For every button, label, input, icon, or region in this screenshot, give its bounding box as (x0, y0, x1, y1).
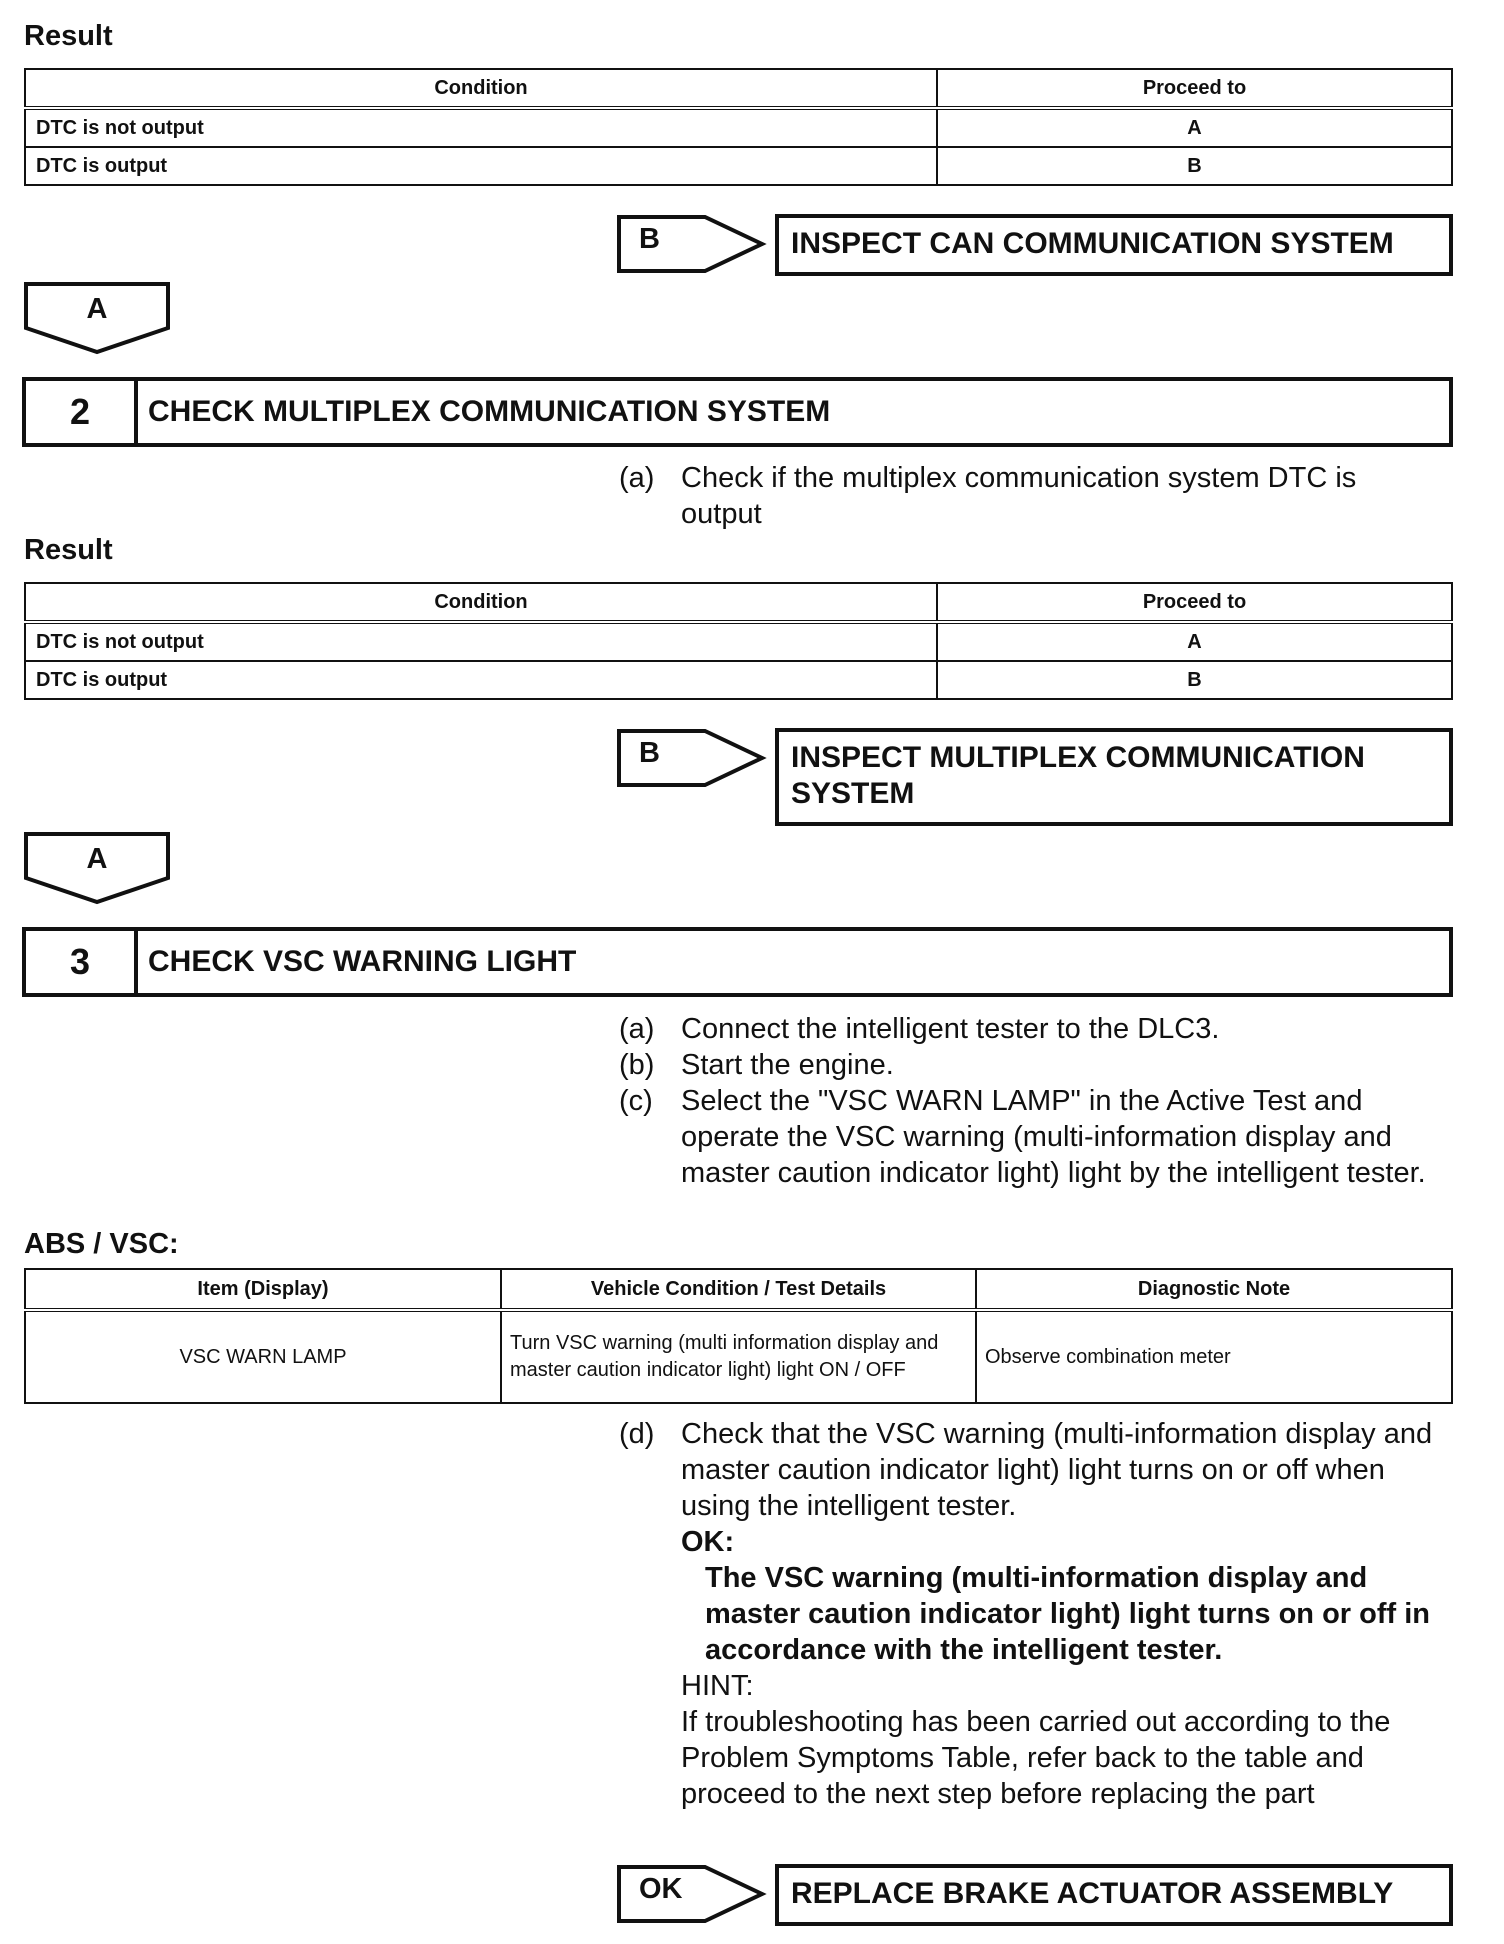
step-2-item-a (619, 460, 1439, 532)
abs-vsc-label: ABS / VSC: (24, 1228, 179, 1260)
item-text: Start the engine. (681, 1049, 894, 1081)
table-row (25, 661, 1452, 699)
step-2-header (22, 377, 1453, 447)
branch-label: B (639, 223, 660, 255)
details-cell: Turn VSC warning (multi information display and master caution indicator light) light ON / OFF (501, 1310, 976, 1403)
branch-target-text: INSPECT MULTIPLEX COMMUNICATION SYSTEM (791, 741, 1365, 810)
item-marker: (d) (619, 1418, 655, 1450)
ok-criteria: The VSC warning (multi-information display and master caution indicator light) light turns on or off in accordance with the intelligent tester. (705, 1562, 1430, 1666)
branch-target-text: REPLACE BRAKE ACTUATOR ASSEMBLY (791, 1877, 1394, 1910)
col-diagnostic-note: Diagnostic Note (976, 1269, 1452, 1310)
branch-label: OK (639, 1873, 683, 1905)
proceed-cell: B (937, 661, 1452, 699)
table-row (25, 108, 1452, 147)
condition-cell: DTC is output (25, 147, 937, 185)
step-3-item-b (619, 1047, 1439, 1083)
item-marker: (a) (619, 1013, 655, 1045)
branch-target-box (775, 1864, 1453, 1926)
result-table-2 (24, 582, 1453, 700)
result-table-1 (24, 68, 1453, 186)
step-3-item-d (619, 1416, 1439, 1816)
table-row (25, 147, 1452, 185)
item-marker: (b) (619, 1049, 655, 1081)
proceed-cell: A (937, 108, 1452, 147)
branch-target-box (775, 728, 1453, 826)
table-row (25, 1310, 1452, 1403)
branch-target-box (775, 214, 1453, 276)
proceed-cell: A (937, 622, 1452, 661)
item-marker: (c) (619, 1085, 653, 1117)
step-3-header (22, 927, 1453, 997)
item-cell: VSC WARN LAMP (25, 1310, 501, 1403)
condition-cell: DTC is not output (25, 108, 937, 147)
step-number: 3 (26, 931, 138, 993)
condition-cell: DTC is output (25, 661, 937, 699)
item-text: Select the "VSC WARN LAMP" in the Active Test and operate the VSC warning (multi-information display and master caution indicator light) light by the intelligent tester. (681, 1085, 1426, 1189)
step-title: CHECK VSC WARNING LIGHT (148, 945, 577, 978)
branch-arrow-b (617, 214, 767, 274)
branch-label: B (639, 737, 660, 769)
branch-arrow-b (617, 728, 767, 788)
ok-label: OK: (681, 1526, 735, 1558)
step-number: 2 (26, 381, 138, 443)
col-condition: Condition (25, 69, 937, 108)
item-marker: (a) (619, 462, 655, 494)
note-cell: Observe combination meter (976, 1310, 1452, 1403)
hint-label: HINT: (681, 1670, 754, 1702)
col-proceed-to: Proceed to (937, 583, 1452, 622)
table-row (25, 622, 1452, 661)
step-3-item-c (619, 1083, 1439, 1227)
branch-arrow-ok (617, 1864, 767, 1924)
proceed-cell: B (937, 147, 1452, 185)
item-text: Check if the multiplex communication system DTC is output (681, 462, 1357, 530)
condition-cell: DTC is not output (25, 622, 937, 661)
item-text: Check that the VSC warning (multi-information display and master caution indicator light) light turns on or off when using the intelligent tester. (681, 1418, 1433, 1522)
col-item-display: Item (Display) (25, 1269, 501, 1310)
col-condition: Condition (25, 583, 937, 622)
col-test-details: Vehicle Condition / Test Details (501, 1269, 976, 1310)
item-text: Connect the intelligent tester to the DLC3. (681, 1013, 1220, 1045)
result-label: Result (24, 20, 113, 52)
step-3-item-a (619, 1011, 1439, 1047)
hint-text: If troubleshooting has been carried out according to the Problem Symptoms Table, refer back to the table and proceed to the next step before replacing the part (681, 1706, 1391, 1810)
continue-label: A (86, 293, 108, 325)
active-test-table (24, 1268, 1453, 1404)
continue-arrow-a (23, 281, 171, 355)
col-proceed-to: Proceed to (937, 69, 1452, 108)
branch-target-text: INSPECT CAN COMMUNICATION SYSTEM (791, 227, 1394, 260)
continue-label: A (86, 843, 108, 875)
result-label: Result (24, 534, 113, 566)
continue-arrow-a (23, 831, 171, 905)
step-title: CHECK MULTIPLEX COMMUNICATION SYSTEM (148, 395, 831, 428)
